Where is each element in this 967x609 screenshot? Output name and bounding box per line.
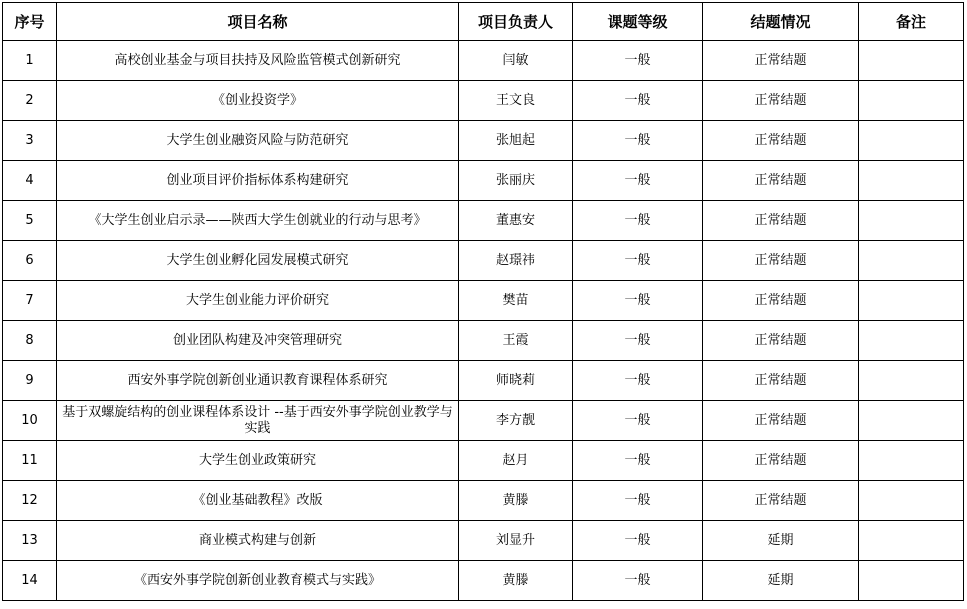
cell-notes xyxy=(859,321,964,361)
table-row xyxy=(3,121,964,161)
cell-name: 大学生创业政策研究 xyxy=(57,441,459,481)
cell-level: 一般 xyxy=(573,41,703,81)
header-name: 项目名称 xyxy=(57,3,459,41)
cell-level: 一般 xyxy=(573,281,703,321)
cell-level: 一般 xyxy=(573,201,703,241)
cell-index: 6 xyxy=(3,241,57,281)
cell-name: 《创业基础教程》改版 xyxy=(57,481,459,521)
cell-leader: 赵璟祎 xyxy=(459,241,573,281)
table-row xyxy=(3,361,964,401)
cell-notes xyxy=(859,521,964,561)
cell-name: 大学生创业能力评价研究 xyxy=(57,281,459,321)
cell-notes xyxy=(859,201,964,241)
cell-level: 一般 xyxy=(573,241,703,281)
table-header xyxy=(3,3,964,41)
cell-notes xyxy=(859,441,964,481)
cell-index: 8 xyxy=(3,321,57,361)
cell-index: 9 xyxy=(3,361,57,401)
cell-level: 一般 xyxy=(573,321,703,361)
cell-notes xyxy=(859,561,964,601)
cell-notes xyxy=(859,81,964,121)
cell-leader: 董惠安 xyxy=(459,201,573,241)
header-status: 结题情况 xyxy=(703,3,859,41)
cell-status: 正常结题 xyxy=(703,81,859,121)
cell-index: 14 xyxy=(3,561,57,601)
cell-leader: 王文良 xyxy=(459,81,573,121)
table-row xyxy=(3,441,964,481)
cell-status: 正常结题 xyxy=(703,41,859,81)
cell-status: 正常结题 xyxy=(703,121,859,161)
cell-leader: 黄滕 xyxy=(459,561,573,601)
cell-leader: 刘显升 xyxy=(459,521,573,561)
cell-index: 4 xyxy=(3,161,57,201)
cell-leader: 张丽庆 xyxy=(459,161,573,201)
table-body xyxy=(3,41,964,601)
cell-level: 一般 xyxy=(573,441,703,481)
table-row xyxy=(3,41,964,81)
table-row xyxy=(3,321,964,361)
cell-level: 一般 xyxy=(573,361,703,401)
cell-index: 1 xyxy=(3,41,57,81)
cell-notes xyxy=(859,481,964,521)
cell-status: 正常结题 xyxy=(703,201,859,241)
cell-leader: 师晓莉 xyxy=(459,361,573,401)
cell-status: 延期 xyxy=(703,561,859,601)
cell-name: 创业项目评价指标体系构建研究 xyxy=(57,161,459,201)
cell-level: 一般 xyxy=(573,521,703,561)
table-row xyxy=(3,401,964,441)
cell-leader: 闫敏 xyxy=(459,41,573,81)
cell-index: 11 xyxy=(3,441,57,481)
cell-name: 商业模式构建与创新 xyxy=(57,521,459,561)
cell-notes xyxy=(859,241,964,281)
cell-leader: 李方靓 xyxy=(459,401,573,441)
cell-status: 正常结题 xyxy=(703,321,859,361)
cell-level: 一般 xyxy=(573,561,703,601)
cell-level: 一般 xyxy=(573,481,703,521)
cell-name: 创业团队构建及冲突管理研究 xyxy=(57,321,459,361)
cell-notes xyxy=(859,361,964,401)
table-row xyxy=(3,481,964,521)
table-row xyxy=(3,521,964,561)
cell-leader: 赵月 xyxy=(459,441,573,481)
cell-status: 正常结题 xyxy=(703,401,859,441)
cell-notes xyxy=(859,41,964,81)
header-row xyxy=(3,3,964,41)
cell-name: 高校创业基金与项目扶持及风险监管模式创新研究 xyxy=(57,41,459,81)
cell-leader: 张旭起 xyxy=(459,121,573,161)
cell-name: 大学生创业孵化园发展模式研究 xyxy=(57,241,459,281)
header-level: 课题等级 xyxy=(573,3,703,41)
cell-status: 正常结题 xyxy=(703,241,859,281)
cell-name: 《西安外事学院创新创业教育模式与实践》 xyxy=(57,561,459,601)
cell-index: 7 xyxy=(3,281,57,321)
cell-status: 正常结题 xyxy=(703,161,859,201)
cell-leader: 王霞 xyxy=(459,321,573,361)
header-index: 序号 xyxy=(3,3,57,41)
cell-index: 5 xyxy=(3,201,57,241)
table-row xyxy=(3,161,964,201)
cell-status: 正常结题 xyxy=(703,441,859,481)
cell-level: 一般 xyxy=(573,121,703,161)
cell-name: 《创业投资学》 xyxy=(57,81,459,121)
cell-status: 正常结题 xyxy=(703,361,859,401)
cell-notes xyxy=(859,161,964,201)
cell-status: 延期 xyxy=(703,521,859,561)
project-table xyxy=(2,2,964,601)
cell-name: 西安外事学院创新创业通识教育课程体系研究 xyxy=(57,361,459,401)
header-leader: 项目负责人 xyxy=(459,3,573,41)
cell-index: 13 xyxy=(3,521,57,561)
header-notes: 备注 xyxy=(859,3,964,41)
table-row xyxy=(3,281,964,321)
cell-notes xyxy=(859,121,964,161)
cell-name: 大学生创业融资风险与防范研究 xyxy=(57,121,459,161)
cell-leader: 樊苗 xyxy=(459,281,573,321)
table-row xyxy=(3,201,964,241)
cell-level: 一般 xyxy=(573,161,703,201)
table-row xyxy=(3,561,964,601)
cell-level: 一般 xyxy=(573,401,703,441)
cell-notes xyxy=(859,281,964,321)
cell-status: 正常结题 xyxy=(703,281,859,321)
cell-index: 10 xyxy=(3,401,57,441)
cell-level: 一般 xyxy=(573,81,703,121)
table-row xyxy=(3,81,964,121)
cell-status: 正常结题 xyxy=(703,481,859,521)
cell-name: 《大学生创业启示录——陕西大学生创就业的行动与思考》 xyxy=(57,201,459,241)
cell-name: 基于双螺旋结构的创业课程体系设计 --基于西安外事学院创业教学与实践 xyxy=(57,401,459,441)
cell-index: 2 xyxy=(3,81,57,121)
table-row xyxy=(3,241,964,281)
cell-index: 3 xyxy=(3,121,57,161)
cell-notes xyxy=(859,401,964,441)
cell-leader: 黄滕 xyxy=(459,481,573,521)
cell-index: 12 xyxy=(3,481,57,521)
